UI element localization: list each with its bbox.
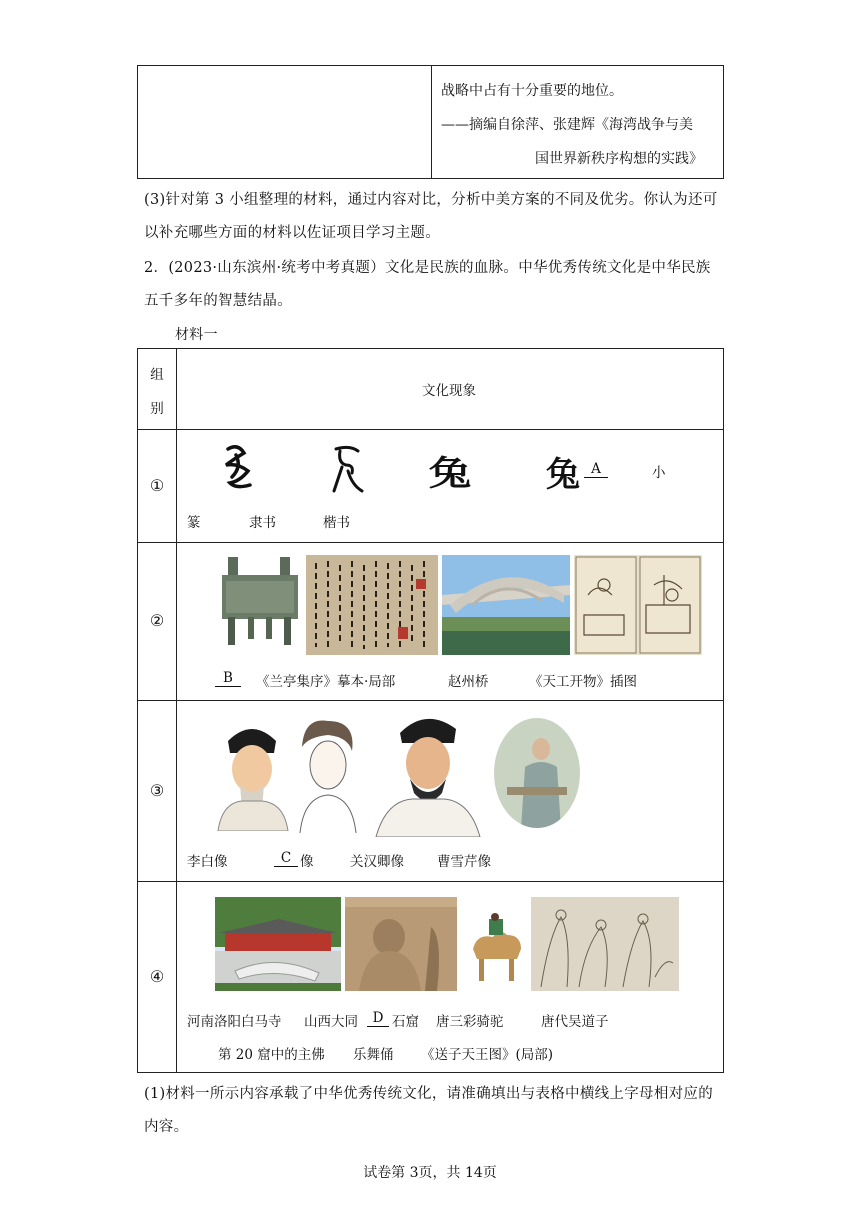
row-divider [138, 542, 723, 543]
label-songzi-painting: 《送子天王图》(局部) [421, 1047, 554, 1063]
label-zhaozhou-bridge: 赵州桥 [448, 674, 489, 690]
material-source-line: ——摘编自徐萍、张建辉《海湾战争与美 [441, 117, 693, 133]
zhaozhou-bridge-image [442, 555, 570, 655]
label-c-suffix: 像 [300, 854, 314, 870]
songzi-tianwang-painting-image [531, 897, 679, 991]
question-3-line-2: 以补充哪些方面的材料以佐证项目学习主题。 [144, 225, 440, 241]
previous-material-table [137, 65, 724, 179]
row-number-3: ③ [149, 781, 165, 800]
tiangong-kaiwu-illustration-image [574, 555, 702, 655]
row-number-2: ② [149, 611, 165, 630]
cao-xueqin-portrait-image [493, 717, 581, 829]
material-source-line: 国世界新秩序构想的实践》 [535, 151, 703, 167]
blank-a: A [584, 461, 608, 478]
lantingji-calligraphy-image [306, 555, 438, 655]
label-guan-hanqing: 关汉卿像 [350, 854, 404, 870]
question-2-line-2: 五千多年的智慧结晶。 [144, 293, 292, 309]
label-tang-sancai: 唐三彩骑驼 [436, 1014, 504, 1030]
label-wu-daozi: 唐代吴道子 [541, 1014, 609, 1030]
culture-table [137, 348, 724, 1073]
header-content: 文化现象 [422, 383, 476, 399]
label-white-horse-temple: 河南洛阳白马寺 [187, 1014, 282, 1030]
female-portrait-image [290, 717, 364, 833]
guan-hanqing-portrait-image [372, 709, 482, 837]
row-number-4: ④ [149, 967, 165, 986]
label-shanxi-datong: 山西大同 [304, 1014, 358, 1030]
header-group-char-1: 组 [150, 367, 164, 383]
blank-c: C [274, 850, 298, 867]
label-dance-figurine: 乐舞俑 [353, 1047, 394, 1063]
page-footer: 试卷第 3页，共 14页 [363, 1165, 497, 1181]
header-group-char-2: 别 [150, 401, 164, 417]
regular-script-glyph: 兔 [428, 454, 472, 494]
label-regular: 楷书 [323, 515, 350, 531]
row-divider [138, 700, 723, 701]
question-2-line-1: 2．(2023·山东滨州·统考中考真题）文化是民族的血脉。中华优秀传统文化是中华民族 [144, 260, 711, 276]
label-main-buddha: 第 20 窟中的主佛 [218, 1047, 325, 1063]
white-horse-temple-image [215, 897, 341, 991]
row-divider [138, 429, 723, 430]
cursive-script-glyph: 兔 [546, 455, 580, 495]
label-lanting: 《兰亭集序》摹本·局部 [256, 674, 396, 690]
label-cao-xueqin: 曹雪芹像 [437, 854, 491, 870]
question-1-line-1: (1)材料一所示内容承载了中华优秀传统文化，请准确填出与表格中横线上字母相对应的 [144, 1086, 714, 1102]
column-divider [176, 349, 177, 1072]
material-text-line: 战略中占有十分重要的地位。 [441, 83, 623, 99]
label-clerical: 隶书 [249, 515, 276, 531]
li-bai-portrait-image [212, 719, 292, 831]
row-number-1: ① [149, 476, 165, 495]
table-divider [431, 66, 432, 178]
question-3-line-1: (3)针对第 3 小组整理的材料，通过内容对比，分析中美方案的不同及优劣。你认为还可 [144, 192, 718, 208]
label-grotto: 石窟 [392, 1014, 419, 1030]
blank-b: B [215, 670, 241, 687]
label-xiao: 小 [652, 465, 666, 481]
blank-d: D [367, 1010, 389, 1027]
material-label: 材料一 [175, 327, 218, 343]
label-seal: 篆 [187, 515, 201, 531]
question-1-line-2: 内容。 [144, 1119, 189, 1135]
label-li-bai: 李白像 [187, 854, 228, 870]
tang-sancai-camel-image [463, 909, 529, 983]
row-divider [138, 881, 723, 882]
yungang-grottoes-image [345, 897, 457, 991]
seal-script-glyph [218, 441, 264, 497]
label-tiangong: 《天工开物》插图 [529, 674, 637, 690]
clerical-script-glyph [328, 441, 368, 497]
bronze-ding-image [214, 555, 306, 647]
